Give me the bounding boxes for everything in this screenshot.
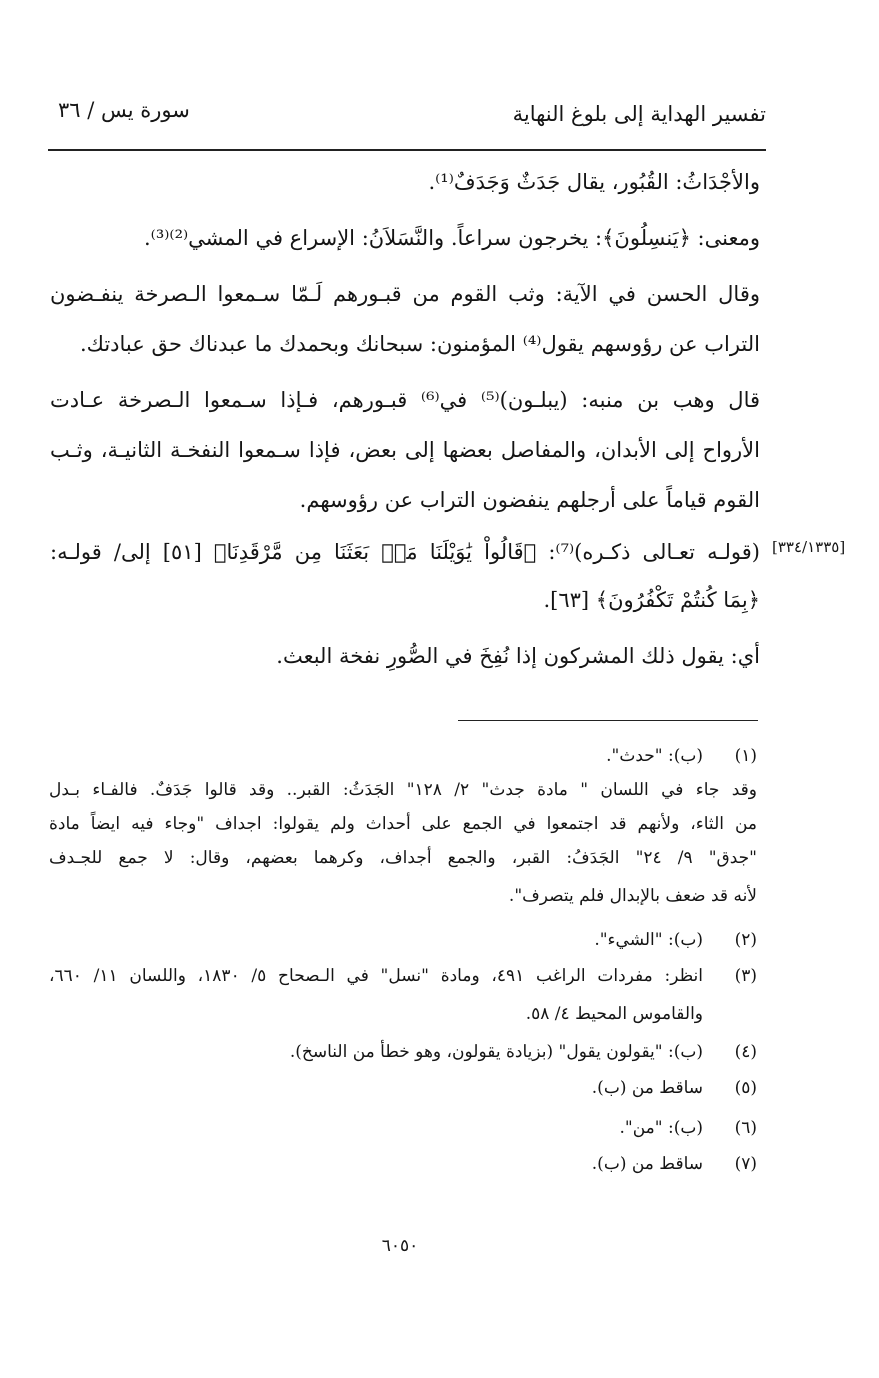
- header-divider: [48, 149, 766, 151]
- footnote-text: (ب): "الشيء".: [594, 930, 703, 950]
- footnote-text: لأنه قد ضعف بالإبدال فلم يتصرف".: [508, 886, 757, 906]
- text-line: قال وهب بن منبه: (يبلـون)⁽⁵⁾ في⁽⁶⁾ قبـورهم، فـإذا سـمعوا الـصرخة عـادت: [50, 388, 761, 412]
- footnote-text: ساقط من (ب).: [591, 1154, 703, 1174]
- page-number: ٦٠٥٠: [381, 1236, 419, 1256]
- footnote-number: (٥): [734, 1078, 757, 1098]
- footnote-divider: [458, 720, 758, 721]
- text-line: والأجْدَاثُ: القُبُور، يقال جَدَثٌ وَجَدَفٌ⁽¹⁾.: [428, 170, 760, 194]
- footnote-number: (٤): [734, 1042, 757, 1062]
- text-line quran-verse-line: ﴿بِمَا كُنتُمْ تَكْفُرُونَ﴾ [٦٣].: [543, 588, 760, 612]
- text-line: وقال الحسن في الآية: وثب القوم من قبـورهم لَـمّا سـمعوا الـصرخة ينفـضون: [50, 282, 760, 306]
- footnote-text: والقاموس المحيط ٤/ ٥٨.: [525, 1004, 703, 1024]
- footnote-text: وقد جاء في اللسان " مادة جدث" ٢/ ١٢٨" الجَدَثُ: القبر.. وقد قالوا جَدَفٌ. فالفـاء بـدل: [49, 780, 758, 800]
- running-header: [50, 96, 766, 136]
- text-line: ومعنى: ﴿يَنسِلُونَ﴾: يخرجون سراعاً. والنَّسَلاَنُ: الإسراع في المشي⁽²⁾⁽³⁾.: [143, 226, 760, 250]
- footnote-text: (ب): "يقولون يقول" (بزيادة يقولون، وهو خطأ من الناسخ).: [289, 1042, 703, 1062]
- footnote-text: من الثاء، ولأنهم قد اجتمعوا في الجمع على أحداث ولم يقولوا: اجداف "وجاء فيه ايضاً مادة: [49, 814, 757, 834]
- book-title: تفسير الهداية إلى بلوغ النهاية: [512, 102, 766, 126]
- footnote-number: (١): [734, 746, 757, 766]
- surah-label: سورة يس / ٣٦: [58, 98, 190, 122]
- footnote-number: (٣): [734, 966, 757, 986]
- footnote-number: (٧): [734, 1154, 757, 1174]
- footnote-text: انظر: مفردات الراغب ٤٩١، ومادة "نسل" في الـصحاح ٥/ ١٨٣٠، واللسان ١١/ ٦٦٠،: [49, 966, 703, 986]
- footnote-text: "جدق" ٩/ ٢٤" الجَدَفُ: القبر، والجمع أجداف، وكرهما بعضهم، وقال: لا جمع للجـدف: [49, 848, 758, 868]
- text-line: الأرواح إلى الأبدان، والمفاصل بعضها إلى بعض، فإذا سـمعوا النفخـة الثانيـة، وثـب: [50, 438, 760, 462]
- text-line: أي: يقول ذلك المشركون إذا نُفِخَ في الصُّورِ نفخة البعث.: [276, 644, 760, 668]
- margin-reference: [٣٣٤/١٣٣٥]: [772, 538, 846, 556]
- footnote-text: (ب): "حدث".: [606, 746, 703, 766]
- footnote-number: (٦): [734, 1118, 757, 1138]
- text-line: القوم قياماً على أرجلهم ينفضون التراب عن رؤوسهم.: [299, 488, 760, 512]
- footnote-number: (٢): [734, 930, 757, 950]
- footnote-text: ساقط من (ب).: [591, 1078, 703, 1098]
- text-line: التراب عن رؤوسهم يقول⁽⁴⁾ المؤمنون: سبحانك وبحمدك ما عبدناك حق عبادتك.: [79, 332, 760, 356]
- footnote-text: (ب): "من".: [619, 1118, 703, 1138]
- text-line quran-verse-line: (قولـه تعـالى ذكـره)⁽⁷⁾: ﴿قَالُواْ يَٰوَيْلَنَا مَنۢ بَعَثَنَا مِن مَّرْقَدِنَا﴾ [٥١] إلى/ قولـه:: [50, 540, 760, 564]
